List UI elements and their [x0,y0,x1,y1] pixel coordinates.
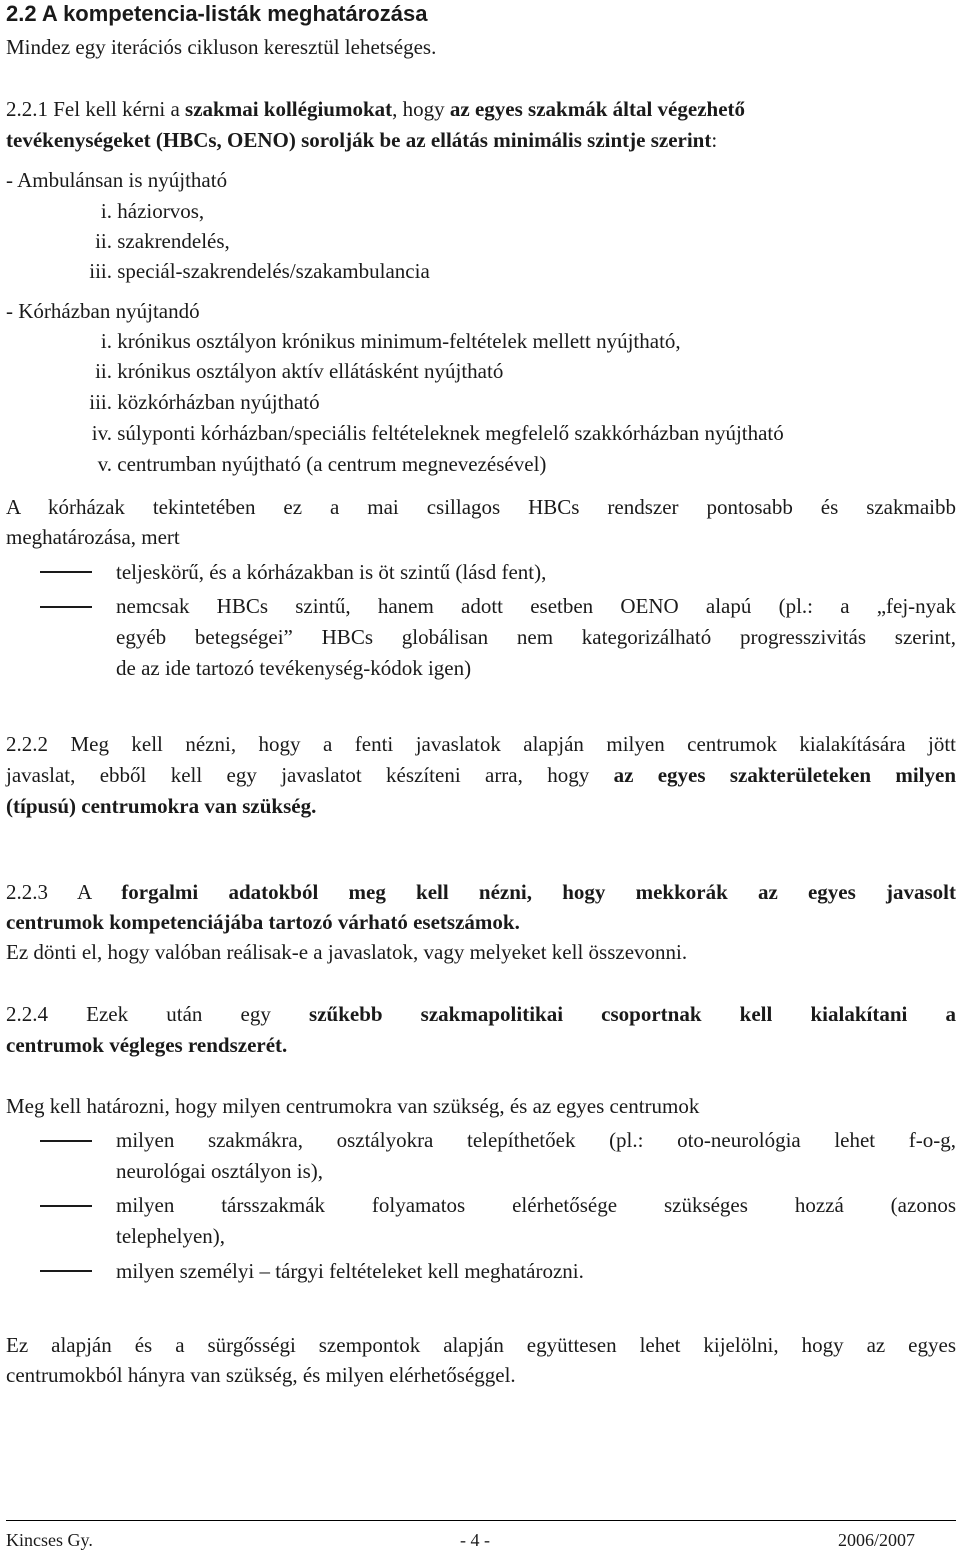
footer-page-number: - 4 - [460,1530,490,1550]
section-2-2-1-line1 [6,94,956,124]
section-number: 2.2.1 [6,97,48,121]
para2-line1: Meg kell határozni, hogy milyen centrumokra van szükség, és az egyes centrumok [6,1094,700,1118]
dash-item-text: nemcsak HBCs szintű, hanem adott esetben OENO alapú (pl.: a „fej-nyak [116,594,956,618]
dash-item-text: milyen szakmákra, osztályokra telepíthetőek (pl.: oto-neurológia lehet f-o-g, [116,1128,956,1152]
section-2-2-2-line1: 2.2.2 Meg kell nézni, hogy a fenti javaslatok alapján milyen centrumok kialakítására jött [6,732,956,756]
section-heading: 2.2 A kompetencia-listák meghatározása [6,1,428,26]
bold-run: centrumok végleges rendszerét. [6,1033,288,1057]
bold-run: tevékenységeket (HBCs, OENO) sorolják be az ellátás minimális szintje szerint [6,128,712,152]
bold-run: centrumok kompetenciájába tartozó várható esetszámok. [6,910,520,934]
item-number: ii. [95,359,112,383]
list-item [6,356,503,386]
item-number: i. [100,329,112,353]
para3-line2: centrumokból hányra van szükség, és milyen elérhetőséggel. [6,1363,516,1387]
section-2-2-3-line2 [6,907,520,937]
dash-item-text: de az ide tartozó tevékenység-kódok igen) [116,656,472,680]
section-2-2-4-line2 [6,1030,287,1060]
dash-bullet [40,1140,92,1142]
bold-run: az egyes szakmák által végezhető [449,97,746,121]
dash-item-text: neurológai osztályon is), [116,1159,324,1183]
item-text: speciál-szakrendelés/szakambulancia [117,259,430,283]
dash-item-text: milyen személyi – tárgyi feltételeket kell meghatározni. [116,1259,584,1283]
item-text: centrumban nyújtható (a centrum megnevezésével) [117,452,547,476]
section-2-2-2-line2 [6,760,956,790]
dash-bullet [40,1205,92,1207]
section-2-2-1-line2 [6,125,717,155]
list-item [6,449,546,479]
item-text: közkórházban nyújtható [117,390,320,414]
item-number: iii. [89,390,112,414]
item-text: krónikus osztályon krónikus minimum-feltételek mellett nyújtható, [117,329,681,353]
ambulans-label: - Ambulánsan is nyújtható [6,168,228,192]
list-item [6,226,230,256]
footer-rule [6,1520,956,1521]
dash-item-text: milyen társszakmák folyamatos elérhetősége szükséges hozzá (azonos [116,1193,956,1217]
bold-run: szakmai kollégiumokat [185,97,393,121]
para1-line1: A kórházak tekintetében ez a mai csillagos HBCs rendszer pontosabb és szakmaibb [6,495,956,519]
item-text: krónikus osztályon aktív ellátásként nyújtható [117,359,504,383]
list-item [6,326,681,356]
item-text: háziorvos, [117,199,205,223]
text-run: 2.2.4 Ezek után egy [6,1002,310,1026]
section-2-2-3-line3: Ez dönti el, hogy valóban reálisak-e a javaslatok, vagy melyeket kell összevonni. [6,940,688,964]
section-2-2-4-line1 [6,999,956,1029]
item-text: súlyponti kórházban/speciális feltételeknek megfelelő szakkórházban nyújtható [117,421,784,445]
bold-run: (típusú) centrumokra van szükség. [6,794,317,818]
text-run: , hogy [392,97,450,121]
list-item [6,387,320,417]
footer-year: 2006/2007 [838,1530,916,1550]
korhaz-label: - Kórházban nyújtandó [6,299,200,323]
item-number: v. [97,452,112,476]
para3-line1: Ez alapján és a sürgősségi szempontok alapján együttesen lehet kijelölni, hogy az egyes [6,1333,956,1357]
text-run: 2.2.3 A [6,880,122,904]
list-item [6,256,430,286]
bold-run: az egyes szakterületeken milyen [613,763,957,787]
dash-bullet [40,571,92,573]
para1-line2: meghatározása, mert [6,525,180,549]
dash-item-text: telephelyen), [116,1224,226,1248]
text-run: javaslat, ebből kell egy javaslatot készíteni arra, hogy [6,763,614,787]
section-2-2-3-line1 [6,877,956,907]
dash-bullet [40,1270,92,1272]
list-item [6,196,204,226]
text-run: Fel kell kérni a [48,97,186,121]
bold-run: forgalmi adatokból meg kell nézni, hogy mekkorák az egyes javasolt [121,880,956,904]
item-number: ii. [95,229,112,253]
text-run: : [711,128,718,152]
item-number: iii. [89,259,112,283]
item-text: szakrendelés, [117,229,230,253]
section-2-2-2-line3 [6,791,316,821]
intro-text: Mindez egy iterációs cikluson keresztül lehetséges. [6,35,437,59]
item-number: i. [100,199,112,223]
bold-run: szűkebb szakmapolitikai csoportnak kell kialakítani a [309,1002,956,1026]
dash-bullet [40,606,92,608]
item-number: iv. [91,421,112,445]
dash-item-text: egyéb betegségei” HBCs globálisan nem kategorizálható progresszivitás szerint, [116,625,956,649]
dash-item-text: teljeskörű, és a kórházakban is öt szintű (lásd fent), [116,560,547,584]
footer-author: Kincses Gy. [6,1530,93,1550]
list-item [6,418,784,448]
